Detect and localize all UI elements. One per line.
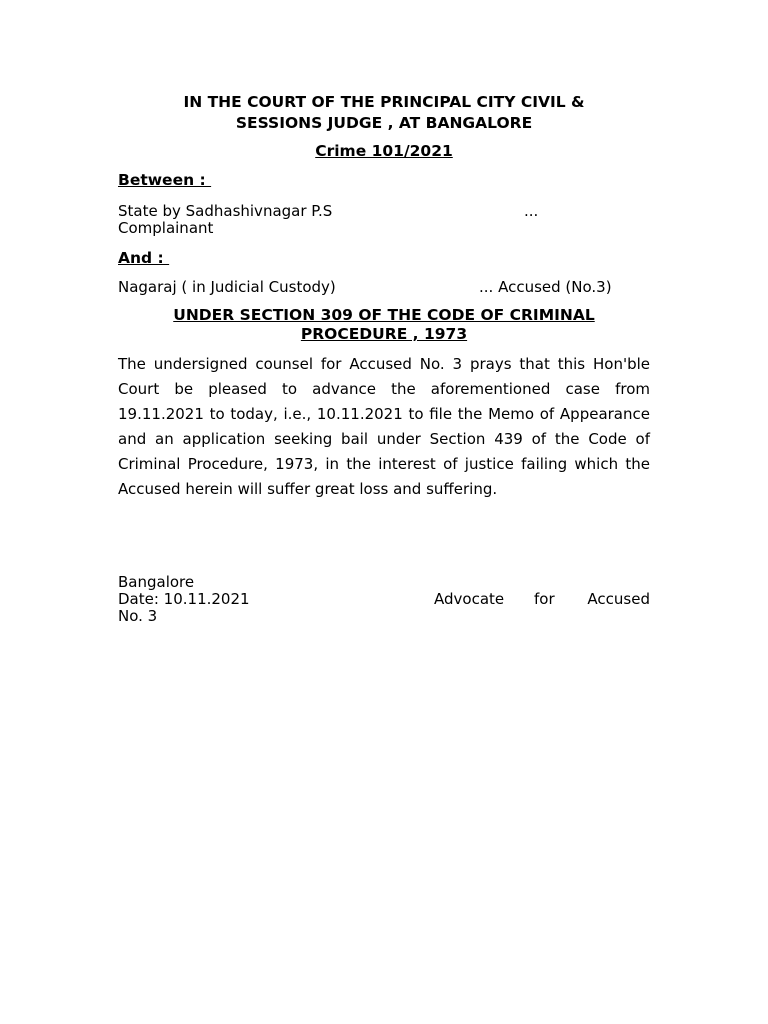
complainant-role: Complainant	[118, 219, 214, 237]
between-label: Between :	[118, 171, 212, 189]
section-heading	[118, 306, 650, 344]
and-label: And :	[118, 249, 170, 267]
accused-role: ... Accused (No.3)	[479, 278, 612, 296]
court-title-line1: IN THE COURT OF THE PRINCIPAL CITY CIVIL &	[183, 93, 585, 111]
date-advocate-row	[118, 591, 650, 608]
place: Bangalore	[118, 573, 195, 591]
for-word: for	[534, 590, 555, 608]
signature-block	[118, 574, 650, 625]
court-title	[118, 92, 650, 134]
accused-word: Accused	[587, 590, 650, 608]
complainant-dots: ...	[524, 202, 539, 220]
complainant-name: State by Sadhashivnagar P.S	[118, 202, 333, 220]
advocate-word: Advocate	[434, 590, 505, 608]
court-title-line2: SESSIONS JUDGE , AT BANGALORE	[235, 114, 533, 132]
accused-name: Nagaraj ( in Judicial Custody)	[118, 278, 336, 296]
prayer-paragraph: The undersigned counsel for Accused No. 3 prays that this Hon'ble Court be pleased to advance the aforementioned case from 19.11.2021 to today, i.e., 10.11.2021 to file the Memo of Appearance and an application seeking bail under Section 439 of the Code of Criminal Procedure, 1973, in the interest of justice failing which the Accused herein will suffer great loss and suffering.	[118, 355, 650, 498]
date: Date: 10.11.2021	[118, 590, 250, 608]
crime-number: Crime 101/2021	[315, 142, 453, 160]
document-page	[118, 92, 650, 625]
section-heading-line2: PROCEDURE , 1973	[300, 325, 468, 343]
section-heading-line1: UNDER SECTION 309 OF THE CODE OF CRIMINAL	[173, 306, 595, 324]
advocate-line2: No. 3	[118, 607, 158, 625]
